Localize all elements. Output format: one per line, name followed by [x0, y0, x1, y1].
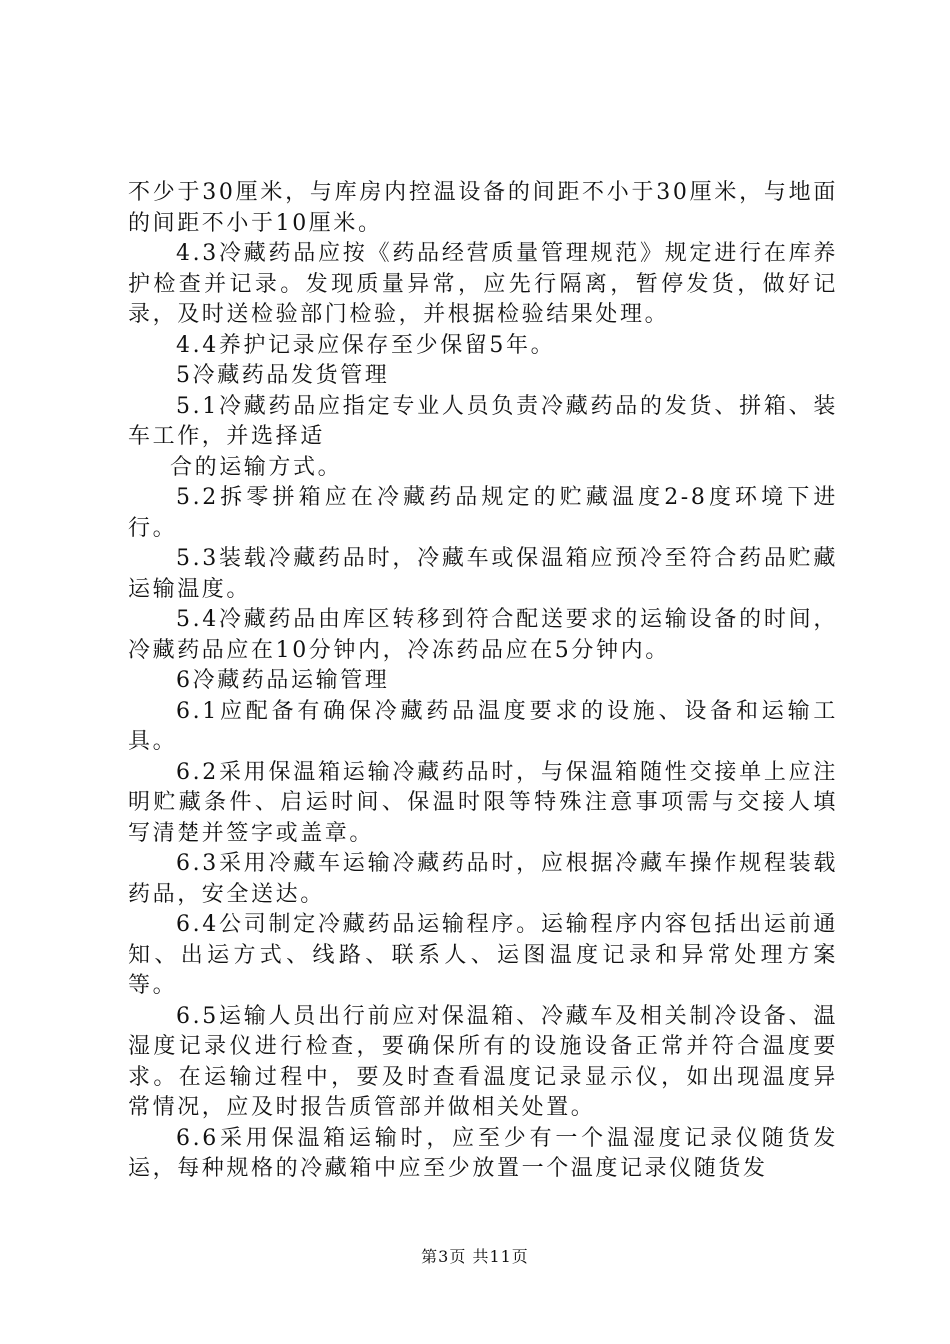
paragraph-6-6: 6.6采用保温箱运输时，应至少有一个温湿度记录仪随货发运，每种规格的冷藏箱中应至少放置一个温度记录仪随货发	[128, 1125, 838, 1181]
paragraph-5-1: 5.1冷藏药品应指定专业人员负责冷藏药品的发货、拼箱、装车工作，并选择适	[128, 393, 838, 449]
paragraph-6-5: 6.5运输人员出行前应对保温箱、冷藏车及相关制冷设备、温湿度记录仪进行检查，要确保所有的设施设备正常并符合温度要求。在运输过程中，要及时查看温度记录显示仪，如出现温度异常情况，应及时报告质管部并做相关处置。	[128, 1003, 838, 1120]
section-heading-5: 5冷藏药品发货管理	[176, 363, 390, 388]
paragraph-5-2: 5.2拆零拼箱应在冷藏药品规定的贮藏温度2-8度环境下进行。	[128, 485, 838, 541]
paragraph-4-4: 4.4养护记录应保存至少保留5年。	[176, 332, 556, 358]
paragraph-1: 不少于30厘米，与库房内控温设备的间距不小于30厘米，与地面的间距不小于10厘米。	[128, 180, 838, 236]
paragraph-6-4: 6.4公司制定冷藏药品运输程序。运输程序内容包括出运前通知、出运方式、线路、联系人、运图温度记录和异常处理方案等。	[128, 912, 838, 998]
paragraph-6-3: 6.3采用冷藏车运输冷藏药品时，应根据冷藏车操作规程装载药品，安全送达。	[128, 851, 838, 907]
document-body	[128, 178, 838, 1185]
paragraph-4-3: 4.3冷藏药品应按《药品经营质量管理规范》规定进行在库养护检查并记录。发现质量异常，应先行隔离，暂停发货，做好记录，及时送检验部门检验，并根据检验结果处理。	[128, 241, 838, 327]
page-footer: 第3页 共11页	[421, 1247, 529, 1266]
paragraph-6-2: 6.2采用保温箱运输冷藏药品时，与保温箱随性交接单上应注明贮藏条件、启运时间、保温时限等特殊注意事项需与交接人填写清楚并签字或盖章。	[128, 759, 838, 846]
section-heading-6: 6冷藏药品运输管理	[176, 668, 390, 693]
paragraph-6-1: 6.1应配备有确保冷藏药品温度要求的设施、设备和运输工具。	[128, 698, 838, 754]
paragraph-5-4: 5.4冷藏药品由库区转移到符合配送要求的运输设备的时间，冷藏药品应在10分钟内，冷冻药品应在5分钟内。	[128, 607, 838, 663]
paragraph-5-3: 5.3装载冷藏药品时，冷藏车或保温箱应预冷至符合药品贮藏运输温度。	[128, 546, 838, 602]
paragraph-5-1-cont: 合的运输方式。	[170, 454, 343, 480]
